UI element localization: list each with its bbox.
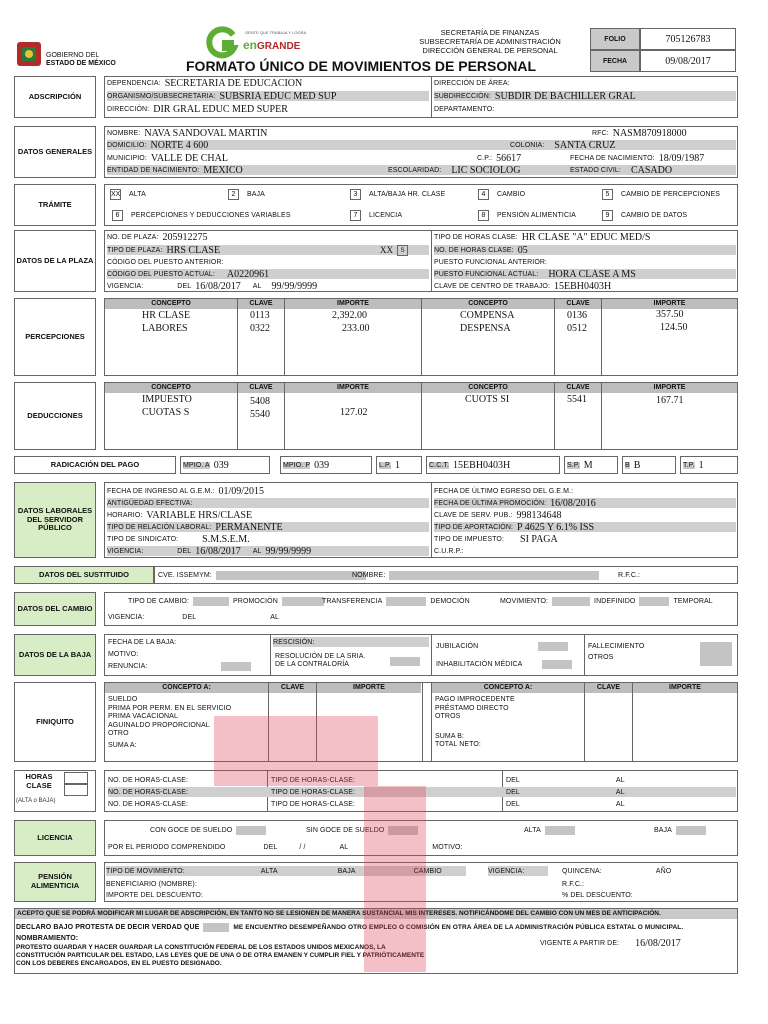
horas-baja-box[interactable] [64, 784, 88, 796]
direccion-area-label: DIRECCIÓN DE ÁREA: [434, 79, 510, 87]
deduc-clave-header-l: CLAVE [238, 383, 284, 393]
deduc-importe: 127.02 [340, 407, 368, 418]
cambio-del-label: DEL [182, 613, 197, 621]
estado-civil-label: ESTADO CIVIL: [570, 166, 621, 174]
porcentaje-descuento-label: % DEL DESCUENTO: [562, 891, 633, 899]
percep-importe-header-r: IMPORTE [602, 299, 737, 309]
cambio-vigencia-label: VIGENCIA: [108, 613, 145, 621]
list-item: OTRO [108, 730, 129, 737]
brand-logo [205, 26, 315, 62]
no-horas-label: NO. DE HORAS CLASE: [434, 246, 514, 254]
list-item: OTROS [435, 713, 461, 720]
list-item: PRIMA VACACIONAL [108, 713, 178, 720]
finiquito-clave-header-r: CLAVE [585, 683, 632, 693]
percep-concepto-header-r: CONCEPTO [422, 299, 554, 309]
brand-grande: GRANDE [257, 41, 301, 52]
horas-no-label: NO. DE HORAS-CLASE: [108, 800, 189, 808]
horas-al-label: AL [615, 788, 625, 796]
resolucion-field[interactable] [390, 657, 420, 666]
percep-clave: 0136 [567, 310, 587, 321]
democion-label: DEMOCIÓN [430, 597, 470, 605]
tipo-horas-label: TIPO DE HORAS CLASE: [434, 233, 518, 241]
suma-a-label: SUMA A: [108, 741, 137, 749]
deduc-clave: 5408 [250, 396, 270, 407]
fecha-label: FECHA [590, 50, 640, 72]
fecha-ingreso-label: FECHA DE INGRESO AL G.E.M.: [107, 487, 215, 495]
lp-value: 1 [394, 459, 400, 471]
escolaridad-label: ESCOLARIDAD: [388, 166, 442, 174]
deduc-concepto: IMPUESTO [142, 394, 192, 405]
vigencia-label: VIGENCIA: [107, 282, 144, 290]
deduc-clave-header-r: CLAVE [555, 383, 601, 393]
percep-clave-header-r: CLAVE [555, 299, 601, 309]
con-goce-label: CON GOCE DE SUELDO [150, 826, 233, 834]
vigencia-del-value: 16/08/2017 [195, 280, 241, 292]
antiguedad-label: ANTIGÜEDAD EFECTIVA: [107, 499, 193, 507]
declaro2-text: ME ENCUENTRO DESEMPEÑANDO OTRO EMPLEO O COMISIÓN EN OTRA ÁREA DE LA ADMINISTRACIÓN PÚBLICA ESTATAL O MUNICIPAL. [233, 923, 684, 931]
beneficiario-label: BENEFICIARIO (NOMBRE): [106, 880, 197, 888]
promocion-field[interactable] [282, 597, 324, 606]
tipo-plaza-label: TIPO DE PLAZA: [107, 246, 163, 254]
tramite-checkbox-7[interactable]: 7 [350, 210, 361, 221]
direccion-value: DIR GRAL EDUC MED SUPER [153, 103, 288, 115]
finiquito-importe-header-l: IMPORTE [317, 683, 421, 693]
tramite-checkbox-4[interactable]: 4 [478, 189, 489, 200]
lp-label: L.P. [379, 461, 391, 469]
section-sustituido: DATOS DEL SUSTITUIDO [38, 569, 129, 579]
tramite-label-2: BAJA [247, 190, 265, 198]
inhabilitacion-label: INHABILITACIÓN MÉDICA [436, 660, 523, 668]
percep-importe: 357.50 [656, 309, 684, 320]
cct-value: 15EBH0403H [453, 459, 511, 471]
escolaridad-value: LIC SOCIOLOG [451, 164, 521, 176]
tramite-checkbox-8[interactable]: 8 [478, 210, 489, 221]
periodo-label: POR EL PERIODO COMPRENDIDO [108, 843, 226, 851]
horas-del-label: DEL [506, 776, 520, 784]
fecha-baja-label: FECHA DE LA BAJA: [108, 638, 177, 646]
section-datos-plaza: DATOS DE LA PLAZA [16, 255, 94, 265]
tramite-label-5: CAMBIO DE PERCEPCIONES [621, 190, 721, 198]
mpio-a-value: 039 [213, 459, 229, 471]
section-licencia: LICENCIA [37, 832, 73, 842]
fallecimiento-field[interactable] [700, 642, 732, 666]
nombramiento-label: NOMBRAMIENTO: [16, 935, 79, 942]
direccion-label: DIRECCIÓN: [107, 105, 150, 113]
section-tramite: TRÁMITE [38, 199, 72, 209]
cct-label: C.C.T. [429, 461, 450, 469]
tp-label: T.P. [683, 461, 695, 469]
percep-clave: 0322 [250, 323, 270, 334]
horario-value: VARIABLE HRS/CLASE [146, 509, 253, 521]
sp-label: S.P. [567, 461, 580, 469]
pension-rfc-label: R.F.C.: [562, 880, 585, 888]
ultimo-egreso-label: FECHA DE ÚLTIMO EGRESO DEL G.E.M.: [434, 487, 574, 495]
pension-vigencia-label: VIGENCIA: [488, 867, 525, 875]
tramite-label-7: LICENCIA [369, 211, 403, 219]
folio-value: 705126783 [640, 28, 736, 50]
section-finiquito: FINIQUITO [36, 716, 74, 726]
horas-tipo-label: TIPO DE HORAS-CLASE: [271, 776, 356, 784]
percep-importe-header-l: IMPORTE [285, 299, 421, 309]
indefinido-label: INDEFINIDO [594, 597, 636, 605]
horas-alta-box[interactable] [64, 772, 88, 784]
horas-del-label: DEL [506, 800, 520, 808]
b-label: B [625, 461, 630, 469]
deduc-concepto: CUOTAS S [142, 407, 190, 418]
licencia-alta-field[interactable] [545, 826, 575, 835]
no-plaza-label: NO. DE PLAZA: [107, 233, 159, 241]
jubilacion-field[interactable] [538, 642, 568, 651]
horas-no-label: NO. DE HORAS-CLASE: [108, 788, 189, 796]
transferencia-label: TRANSFERENCIA [322, 597, 383, 605]
laboral-del-value: 16/08/2017 [195, 545, 241, 557]
entidad-value: MEXICO [203, 164, 243, 176]
cve-issemym-label: CVE. ISSEMYM: [158, 571, 212, 579]
tramite-checkbox-1[interactable]: XX [111, 190, 121, 198]
gov-line2: ESTADO DE MÉXICO [46, 60, 116, 67]
section-datos-baja: DATOS DE LA BAJA [18, 649, 92, 659]
no-horas-value: 05 [517, 244, 528, 256]
sin-goce-label: SIN GOCE DE SUELDO [306, 826, 385, 834]
b-value: B [633, 459, 641, 471]
tipo-cambio-label: TIPO DE CAMBIO: [128, 597, 190, 605]
brand-en: en [243, 38, 258, 52]
rescision-label: RESCISIÓN: [273, 638, 315, 646]
deduc-clave: 5540 [250, 409, 270, 420]
estado-civil-value: CASADO [630, 164, 673, 176]
percep-clave-header-l: CLAVE [238, 299, 284, 309]
deduc-concepto-header-r: CONCEPTO [422, 383, 554, 393]
transferencia-field[interactable] [386, 597, 426, 606]
codigo-actual-value: A0220961 [226, 268, 270, 280]
licencia-motivo-label: MOTIVO: [432, 843, 463, 851]
sindicato-label: TIPO DE SINDICATO: [107, 535, 179, 543]
deduc-importe-header-l: IMPORTE [285, 383, 421, 393]
agency-line1: SECRETARÍA DE FINANZAS [440, 28, 540, 37]
horario-label: HORARIO: [107, 511, 143, 519]
clave-serv-value: 998134648 [516, 509, 562, 521]
percep-concepto-header-l: CONCEPTO [105, 299, 237, 309]
fecha-nacimiento-label: FECHA DE NACIMIENTO: [570, 154, 655, 162]
percep-clave: 0512 [567, 323, 587, 334]
percep-concepto: HR CLASE [142, 310, 191, 321]
clave-serv-label: CLAVE DE SERV. PUB.: [434, 511, 513, 519]
sin-goce-field[interactable] [388, 826, 418, 835]
finiquito-list-right [435, 696, 515, 750]
licencia-baja-field[interactable] [676, 826, 706, 835]
pension-baja-label: BAJA [337, 867, 356, 875]
jubilacion-label: JUBILACIÓN [436, 642, 479, 650]
tramite-label-6: PERCEPCIONES Y DEDUCCIONES VARIABLES [131, 211, 291, 219]
licencia-baja-label: BAJA [654, 826, 672, 834]
resolucion-label: RESOLUCIÓN DE LA SRIA. DE LA CONTRALORÍA [275, 653, 366, 668]
percep-importe: 124.50 [660, 322, 688, 333]
deduc-clave: 5541 [567, 394, 587, 405]
organismo-value: SUBSRIA EDUC MED SUP [219, 90, 337, 102]
tramite-checkbox-2[interactable]: 2 [228, 189, 239, 200]
protesta-text: PROTESTO GUARDAR Y HACER GUARDAR LA CONSTITUCIÓN FEDERAL DE LOS ESTADOS UNIDOS MEXICANOS, LA CONSTITUCIÓN PARTICULAR DEL ESTADO, LAS LEYES QUE DE UNA O DE OTRA EMANEN Y CUMPLIR FIEL Y PATRIÓTICAMENTE CON LOS DEBERES ENCARGADOS, EN EL PUESTO DESIGNADO. [16, 944, 425, 967]
agency-line3: DIRECCIÓN GENERAL DE PERSONAL [422, 46, 558, 55]
codigo-anterior-label: CÓDIGO DEL PUESTO ANTERIOR: [107, 258, 224, 266]
relacion-laboral-value: PERMANENTE [215, 521, 283, 533]
relacion-laboral-label: TIPO DE RELACIÓN LABORAL: [107, 523, 212, 531]
form-title: FORMATO ÚNICO DE MOVIMIENTOS DE PERSONAL [186, 58, 537, 74]
deduc-concepto: CUOTS SI [465, 394, 510, 405]
promocion-label: PROMOCIÓN [233, 597, 278, 605]
suma-b-label: SUMA B: [435, 732, 465, 740]
cambio-al-label: AL [270, 613, 279, 621]
domicilio-value: NORTE 4 600 [150, 139, 209, 151]
importe-descuento-label: IMPORTE DEL DESCUENTO: [106, 891, 203, 899]
list-item: AGUINALDO PROPORCIONAL [108, 721, 210, 729]
state-seal-logo [14, 38, 44, 70]
vigencia-del-label: DEL [177, 282, 192, 290]
puesto-actual-label: PUESTO FUNCIONAL ACTUAL: [434, 270, 539, 278]
tipo-horas-value: HR CLASE "A" EDUC MED/S [521, 231, 651, 243]
tramite-label-9: CAMBIO DE DATOS [621, 211, 688, 219]
tramite-label-1: ALTA [129, 190, 146, 198]
tipo-plaza-s-checkbox[interactable]: S [397, 245, 408, 256]
brand-tagline: GENTE QUE TRABAJA Y LOGRA [245, 30, 307, 35]
licencia-del-slash: / / [299, 843, 306, 851]
organismo-label: ORGANISMO/SUBSECRETARIA: [107, 92, 216, 100]
section-datos-cambio: DATOS DEL CAMBIO [17, 603, 93, 613]
colonia-label: COLONIA: [510, 141, 545, 149]
sp-value: M [583, 459, 593, 471]
declaro-field[interactable] [203, 923, 229, 932]
total-neto-label: TOTAL NETO: [435, 741, 481, 748]
municipio-label: MUNICIPIO: [107, 154, 147, 162]
renuncia-label: RENUNCIA: [108, 662, 148, 670]
gov-line1: GOBIERNO DEL [46, 52, 100, 59]
fecha-value: 09/08/2017 [640, 50, 736, 72]
tipo-movimiento-label: TIPO DE MOVIMIENTO: [106, 867, 185, 875]
percep-concepto: COMPENSA [460, 310, 515, 321]
sustituto-nombre-label: NOMBRE: [352, 571, 386, 579]
section-pension: PENSIÓN ALIMENTICIA [30, 872, 80, 890]
inhabilitacion-field[interactable] [542, 660, 572, 669]
licencia-alta-label: ALTA [524, 826, 541, 834]
percep-concepto: DESPENSA [460, 323, 511, 334]
clave-ct-label: CLAVE DE CENTRO DE TRABAJO: [434, 282, 551, 290]
tramite-checkbox-9[interactable]: 9 [602, 210, 613, 221]
tipo-cambio-field[interactable] [193, 597, 229, 606]
percep-importe: 233.00 [342, 323, 370, 334]
licencia-al-label: AL [339, 843, 349, 851]
entidad-label: ENTIDAD DE NACIMIENTO: [107, 166, 200, 174]
pension-alta-label: ALTA [260, 867, 278, 875]
horas-no-label: NO. DE HORAS-CLASE: [108, 776, 189, 784]
puesto-actual-value: HORA CLASE A MS [548, 268, 636, 280]
laboral-al-value: 99/99/9999 [265, 545, 312, 557]
list-item: PRIMA POR PERM. EN EL SERVICIO [108, 704, 232, 712]
subdireccion-value: SUBDIR DE BACHILLER GRAL [494, 90, 636, 102]
mpio-p-label: MPIO. P [283, 461, 311, 469]
vigencia-al-label: AL [252, 282, 262, 290]
list-item: PRÉSTAMO DIRECTO [435, 704, 509, 712]
movimiento-label: MOVIMIENTO: [500, 597, 549, 605]
puesto-anterior-label: PUESTO FUNCIONAL ANTERIOR: [434, 258, 548, 266]
acepto-text: ACEPTO QUE SE PODRÁ MODIFICAR MI LUGAR DE ADSCRIPCIÓN, EN TANTO NO SE LESIONEN DE MANERA SUSTANCIAL MIS INTERESES. NOTIFICÁNDOME DEL CAMBIO CON UN MES DE ANTICIPACIÓN. [15, 909, 737, 919]
baja-otros-label: OTROS [588, 653, 614, 661]
finiquito-list-left [108, 696, 231, 750]
subdireccion-label: SUBDIRECCIÓN: [434, 92, 491, 100]
folio-label: FOLIO [590, 28, 640, 50]
percep-clave: 0113 [250, 310, 270, 321]
horas-tipo-label: TIPO DE HORAS-CLASE: [271, 788, 356, 796]
temporal-label: TEMPORAL [673, 597, 713, 605]
ano-label: AÑO [655, 867, 672, 875]
finiquito-importe-header-r: IMPORTE [633, 683, 737, 693]
tramite-checkbox-5[interactable]: 5 [602, 189, 613, 200]
tipo-impuesto-value: SI PAGA [520, 533, 558, 545]
percep-concepto: LABORES [142, 323, 188, 334]
no-plaza-value: 205912275 [162, 231, 208, 243]
departamento-label: DEPARTAMENTO: [434, 105, 495, 113]
section-horas-clase: HORAS CLASE [25, 772, 53, 790]
sustituto-rfc-label: R.F.C.: [618, 571, 641, 579]
sindicato-value: S.M.S.E.M. [202, 533, 250, 545]
percep-importe: 2,392.00 [332, 310, 367, 321]
horas-al-label: AL [615, 800, 625, 808]
curp-label: C.U.R.P.: [434, 547, 464, 555]
section-deducciones: DEDUCCIONES [27, 410, 83, 420]
horas-clase-sub: (ALTA o BAJA) [16, 798, 56, 804]
ultima-promocion-label: FECHA DE ÚLTIMA PROMOCIÓN: [434, 499, 547, 507]
pension-cambio-label: CAMBIO [413, 867, 442, 875]
nombre-value: NAVA SANDOVAL MARTIN [144, 127, 268, 139]
fecha-ingreso-value: 01/09/2015 [218, 485, 265, 497]
ultima-promocion-value: 16/08/2016 [550, 497, 596, 509]
con-goce-field[interactable] [236, 826, 266, 835]
mpio-a-label: MPIO. A [183, 461, 210, 469]
section-datos-laborales: DATOS LABORALES DEL SERVIDOR PÚBLICO [17, 506, 93, 533]
indefinido-field[interactable] [639, 597, 669, 606]
cve-issemym-field[interactable] [216, 571, 366, 580]
dependencia-label: DEPENDENCIA: [107, 79, 161, 87]
section-datos-generales: DATOS GENERALES [17, 146, 93, 156]
deduc-importe: 167.71 [656, 395, 684, 406]
clave-ct-value: 15EBH0403H [554, 280, 612, 292]
tipo-plaza-mark: XX [380, 245, 393, 255]
municipio-value: VALLE DE CHAL [150, 152, 228, 164]
vigencia-al-value: 99/99/9999 [271, 280, 318, 292]
agency-line2: SUBSECRETARÍA DE ADMINISTRACIÓN [419, 37, 561, 46]
laboral-del-label: DEL [177, 547, 192, 555]
declaro-text: DECLARO BAJO PROTESTA DE DECIR VERDAD QUE [16, 923, 200, 931]
cp-label: C.P.: [477, 154, 493, 162]
rfc-label: RFC: [592, 129, 609, 137]
deduc-importe-header-r: IMPORTE [602, 383, 737, 393]
nombre-label: NOMBRE: [107, 129, 141, 137]
horas-tipo-label: TIPO DE HORAS-CLASE: [271, 800, 356, 808]
dependencia-value: SECRETARIA DE EDUCACION [164, 77, 303, 89]
vigente-value: 16/08/2017 [635, 937, 681, 949]
colonia-value: SANTA CRUZ [554, 139, 616, 151]
tp-value: 1 [698, 459, 704, 471]
domicilio-label: DOMICILIO: [107, 141, 147, 149]
cp-value: 56617 [496, 152, 522, 164]
fallecimiento-label: FALLECIMIENTO [588, 642, 645, 650]
renuncia-field[interactable] [221, 662, 251, 671]
licencia-del-label: DEL [263, 843, 278, 851]
tramite-checkbox-3[interactable]: 3 [350, 189, 361, 200]
sustituto-nombre-field[interactable] [389, 571, 599, 580]
tipo-aportacion-label: TIPO DE APORTACIÓN: [434, 523, 514, 531]
tipo-plaza-value: HRS CLASE [166, 244, 221, 256]
codigo-actual-label: CÓDIGO DEL PUESTO ACTUAL: [107, 270, 215, 278]
section-percepciones: PERCEPCIONES [25, 331, 85, 341]
agency-block [400, 28, 580, 55]
baja-motivo-label: MOTIVO: [108, 650, 139, 658]
fecha-nacimiento-value: 18/09/1987 [658, 152, 705, 164]
vigente-label: VIGENTE A PARTIR DE: [540, 939, 620, 947]
finiquito-clave-header-l: CLAVE [269, 683, 316, 693]
horas-al-label: AL [615, 776, 625, 784]
gov-name [46, 52, 116, 68]
tramite-label-8: PENSIÓN ALIMENTICIA [497, 211, 576, 219]
tipo-impuesto-label: TIPO DE IMPUESTO: [434, 535, 505, 543]
finiquito-concepto-header-r: CONCEPTO A: [432, 683, 584, 693]
mpio-p-value: 039 [314, 459, 330, 471]
list-item: SUELDO [108, 696, 138, 703]
tramite-checkbox-6[interactable]: 6 [112, 210, 123, 221]
section-adscripcion: ADSCRIPCIÓN [28, 91, 82, 101]
section-radicacion: RADICACIÓN DEL PAGO [50, 459, 140, 469]
finiquito-concepto-header-l: CONCEPTO A: [105, 683, 268, 693]
tramite-label-3: ALTA/BAJA HR. CLASE [369, 190, 446, 198]
tipo-aportacion-value: P 4625 Y 6.1% ISS [517, 521, 594, 533]
deduc-concepto-header-l: CONCEPTO [105, 383, 237, 393]
tramite-label-4: CAMBIO [497, 190, 526, 198]
movimiento-field[interactable] [552, 597, 590, 606]
rfc-value: NASM870918000 [612, 127, 687, 139]
quincena-label: QUINCENA: [562, 867, 602, 875]
laboral-al-label: AL [252, 547, 262, 555]
horas-del-label: DEL [506, 788, 520, 796]
laboral-vigencia-label: VIGENCIA: [107, 547, 144, 555]
list-item: PAGO IMPROCEDENTE [435, 696, 515, 703]
